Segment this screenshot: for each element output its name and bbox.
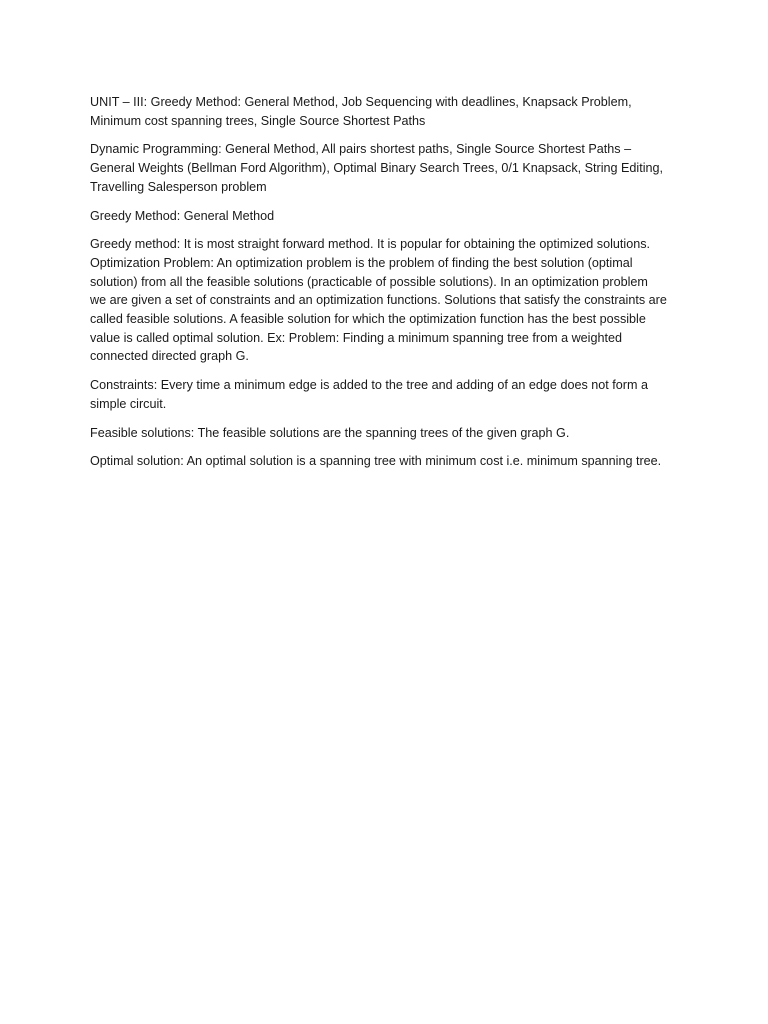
optimal-solution-paragraph: Optimal solution: An optimal solution is a spanning tree with minimum cost i.e. minimum spanning tree.	[90, 454, 662, 469]
feasible-solutions-paragraph: Feasible solutions: The feasible solutions are the spanning trees of the given graph G.	[90, 425, 570, 440]
constraints-paragraph: Constraints: Every time a minimum edge is added to the tree and adding of an edge does not form a simple circuit.	[90, 378, 648, 411]
unit-heading-paragraph: UNIT – III: Greedy Method: General Method, Job Sequencing with deadlines, Knapsack Problem, Minimum cost spanning trees, Single Source Shortest Paths	[90, 95, 632, 128]
section-title-paragraph: Greedy Method: General Method	[90, 208, 275, 223]
dynamic-programming-paragraph: Dynamic Programming: General Method, All pairs shortest paths, Single Source Shortest Paths – General Weights (Bellman Ford Algorithm), Optimal Binary Search Trees, 0/1 Knapsack, String Editing, Travelling Salesperson problem	[90, 142, 664, 194]
greedy-method-paragraph: Greedy method: It is most straight forward method. It is popular for obtaining the optimized solutions. Optimization Problem: An optimization problem is the problem of finding the best solution (optimal solution) from all the feasible solutions (practicable of possible solutions). In an optimization problem we are given a set of constraints and an optimization functions. Solutions that satisfy the constraints are called feasible solutions. A feasible solution for which the optimization function has the best possible value is called optimal solution. Ex: Problem: Finding a minimum spanning tree from a weighted connected directed graph G.	[90, 237, 667, 364]
